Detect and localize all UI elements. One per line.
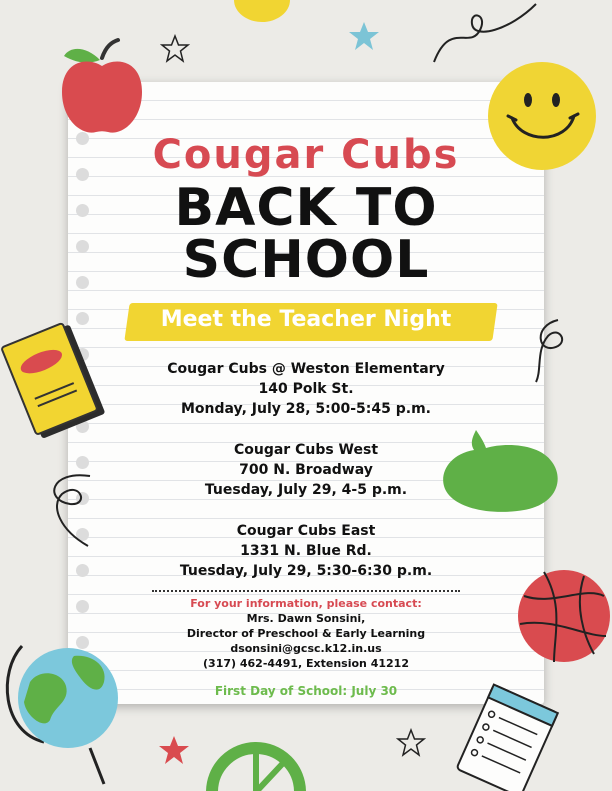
location-name: Cougar Cubs East xyxy=(236,523,376,539)
location-time: Tuesday, July 29, 5:30-6:30 p.m. xyxy=(179,563,433,579)
dotted-divider xyxy=(152,590,460,592)
protractor-icon xyxy=(206,732,306,791)
brand-title: Cougar Cubs xyxy=(152,132,460,178)
first-day-note: First Day of School: July 30 xyxy=(214,684,398,698)
contact-phone[interactable]: (317) 462-4491, Extension 41212 xyxy=(203,657,409,670)
contact-name: Mrs. Dawn Sonsini, xyxy=(246,612,366,625)
contact-heading: For your information, please contact: xyxy=(190,597,422,610)
apple-icon xyxy=(56,36,148,140)
location-name: Cougar Cubs @ Weston Elementary xyxy=(167,361,445,377)
yellow-circle-icon xyxy=(232,0,292,24)
location-block xyxy=(0,440,612,500)
star-outline-icon xyxy=(396,728,426,758)
title-line-2: SCHOOL xyxy=(182,230,430,290)
star-icon xyxy=(348,20,380,52)
star-icon xyxy=(158,734,190,766)
title-line-1: BACK TO xyxy=(174,178,438,238)
location-address: 700 N. Broadway xyxy=(239,462,373,478)
contact-block xyxy=(0,596,612,671)
contact-email[interactable]: dsonsini@gcsc.k12.in.us xyxy=(230,642,382,655)
location-time: Monday, July 28, 5:00-5:45 p.m. xyxy=(180,401,431,417)
location-address: 140 Polk St. xyxy=(258,381,354,397)
location-block xyxy=(0,359,612,419)
location-block xyxy=(0,521,612,581)
star-outline-icon xyxy=(160,34,190,64)
event-banner: Meet the Teacher Night xyxy=(160,307,452,332)
location-address: 1331 N. Blue Rd. xyxy=(240,543,372,559)
contact-role: Director of Preschool & Early Learning xyxy=(186,627,426,640)
location-time: Tuesday, July 29, 4-5 p.m. xyxy=(204,482,408,498)
location-name: Cougar Cubs West xyxy=(233,442,379,458)
page-title xyxy=(0,178,612,290)
